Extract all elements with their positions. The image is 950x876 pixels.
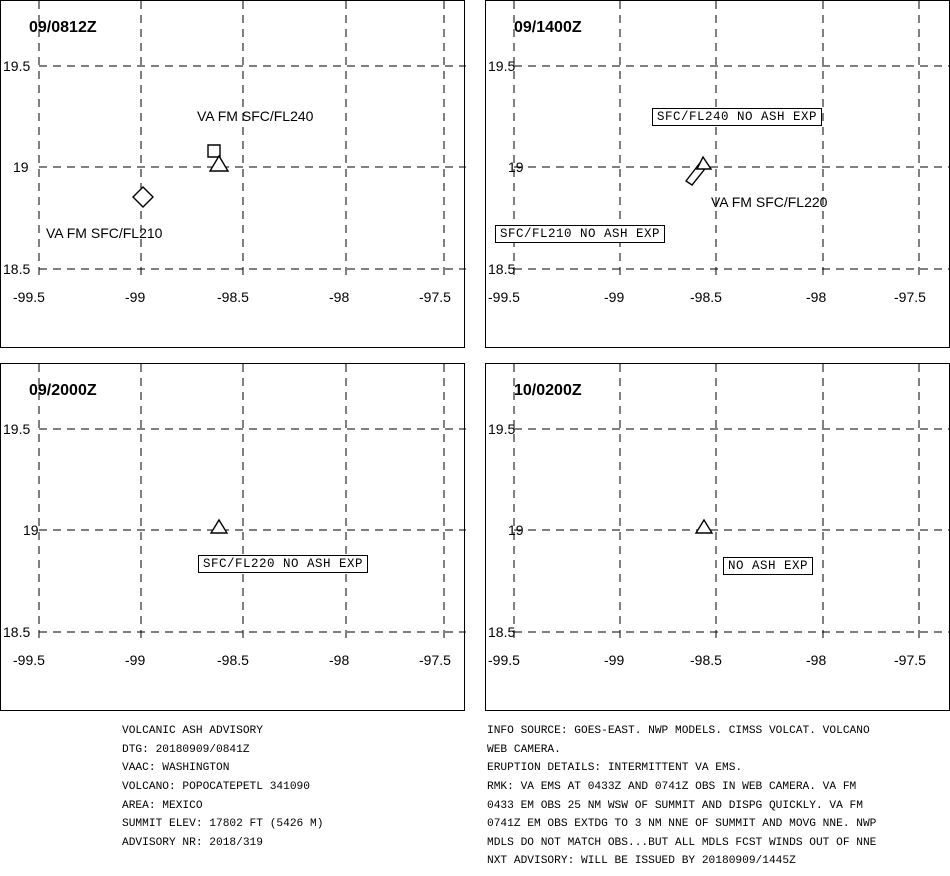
ash-layer-label: VA FM SFC/FL220 bbox=[711, 194, 828, 210]
no-ash-box: SFC/FL220 NO ASH EXP bbox=[198, 555, 368, 573]
y-tick-label: 18.5 bbox=[488, 624, 516, 640]
advisory-line: SUMMIT ELEV: 17802 FT (5426 M) bbox=[122, 818, 324, 831]
x-tick-label: -97.5 bbox=[419, 652, 451, 668]
advisory-line: ADVISORY NR: 2018/319 bbox=[122, 836, 263, 849]
x-tick-label: -98 bbox=[806, 652, 827, 668]
advisory-line: AREA: MEXICO bbox=[122, 799, 203, 812]
map-panel-3 bbox=[0, 363, 465, 711]
y-tick-label: 18.5 bbox=[3, 261, 31, 277]
volcano-icon bbox=[210, 156, 228, 171]
ash-layer-label: VA FM SFC/FL210 bbox=[46, 225, 163, 241]
panel-title: 09/2000Z bbox=[29, 382, 97, 399]
x-tick-label: -99.5 bbox=[488, 289, 520, 305]
panel-title: 10/0200Z bbox=[514, 382, 582, 399]
advisory-line: VAAC: WASHINGTON bbox=[122, 762, 230, 775]
x-tick-label: -98.5 bbox=[690, 652, 722, 668]
y-tick-label: 19 bbox=[23, 522, 39, 538]
advisory-line: INFO SOURCE: GOES-EAST. NWP MODELS. CIMSS VOLCAT. VOLCANO bbox=[487, 725, 870, 738]
no-ash-box: SFC/FL240 NO ASH EXP bbox=[652, 108, 822, 126]
y-tick-label: 19 bbox=[508, 159, 524, 175]
panel-title: 09/1400Z bbox=[514, 19, 582, 36]
x-tick-label: -99 bbox=[125, 289, 146, 305]
no-ash-box: NO ASH EXP bbox=[723, 557, 813, 575]
y-tick-label: 19.5 bbox=[488, 421, 516, 437]
x-tick-label: -98.5 bbox=[217, 289, 249, 305]
x-tick-label: -98 bbox=[329, 652, 350, 668]
x-tick-label: -99 bbox=[604, 289, 625, 305]
advisory-line: NXT ADVISORY: WILL BE ISSUED BY 20180909/1445Z bbox=[487, 855, 796, 868]
x-tick-label: -98.5 bbox=[690, 289, 722, 305]
advisory-line: WEB CAMERA. bbox=[487, 743, 561, 756]
no-ash-box: SFC/FL210 NO ASH EXP bbox=[495, 225, 665, 243]
x-tick-label: -99.5 bbox=[488, 652, 520, 668]
advisory-line: ERUPTION DETAILS: INTERMITTENT VA EMS. bbox=[487, 762, 743, 775]
y-tick-label: 19 bbox=[13, 159, 29, 175]
panel-title: 09/0812Z bbox=[29, 19, 97, 36]
advisory-line: VOLCANO: POPOCATEPETL 341090 bbox=[122, 781, 310, 794]
y-tick-label: 19 bbox=[508, 522, 524, 538]
advisory-line: RMK: VA EMS AT 0433Z AND 0741Z OBS IN WEB CAMERA. VA FM bbox=[487, 781, 857, 794]
y-tick-label: 19.5 bbox=[3, 58, 31, 74]
x-tick-label: -99 bbox=[604, 652, 625, 668]
advisory-header-block bbox=[122, 718, 323, 857]
y-tick-label: 19.5 bbox=[488, 58, 516, 74]
x-tick-label: -99 bbox=[125, 652, 146, 668]
map-panel-2 bbox=[485, 0, 950, 348]
x-tick-label: -97.5 bbox=[894, 289, 926, 305]
y-tick-label: 19.5 bbox=[3, 421, 31, 437]
advisory-line: 0741Z EM OBS EXTDG TO 3 NM NNE OF SUMMIT AND MOVG NNE. NWP bbox=[487, 818, 877, 831]
map-panel-4 bbox=[485, 363, 950, 711]
y-tick-label: 18.5 bbox=[488, 261, 516, 277]
map-panel-1 bbox=[0, 0, 465, 348]
x-tick-label: -99.5 bbox=[13, 652, 45, 668]
y-tick-label: 18.5 bbox=[3, 624, 31, 640]
volcano-icon bbox=[211, 520, 227, 533]
ash-cloud-polygon-fl210 bbox=[133, 187, 153, 207]
advisory-line: DTG: 20180909/0841Z bbox=[122, 743, 250, 756]
x-tick-label: -98 bbox=[806, 289, 827, 305]
volcano-icon bbox=[696, 520, 712, 533]
x-tick-label: -98 bbox=[329, 289, 350, 305]
advisory-line: VOLCANIC ASH ADVISORY bbox=[122, 725, 263, 738]
x-tick-label: -98.5 bbox=[217, 652, 249, 668]
x-tick-label: -97.5 bbox=[894, 652, 926, 668]
advisory-remarks-block bbox=[487, 718, 876, 876]
x-tick-label: -99.5 bbox=[13, 289, 45, 305]
ash-layer-label: VA FM SFC/FL240 bbox=[197, 108, 314, 124]
ash-cloud-polygon-fl240 bbox=[208, 145, 220, 157]
advisory-line: 0433 EM OBS 25 NM WSW OF SUMMIT AND DISPG QUICKLY. VA FM bbox=[487, 799, 863, 812]
advisory-line: MDLS DO NOT MATCH OBS...BUT ALL MDLS FCST WINDS OUT OF NNE bbox=[487, 836, 877, 849]
x-tick-label: -97.5 bbox=[419, 289, 451, 305]
